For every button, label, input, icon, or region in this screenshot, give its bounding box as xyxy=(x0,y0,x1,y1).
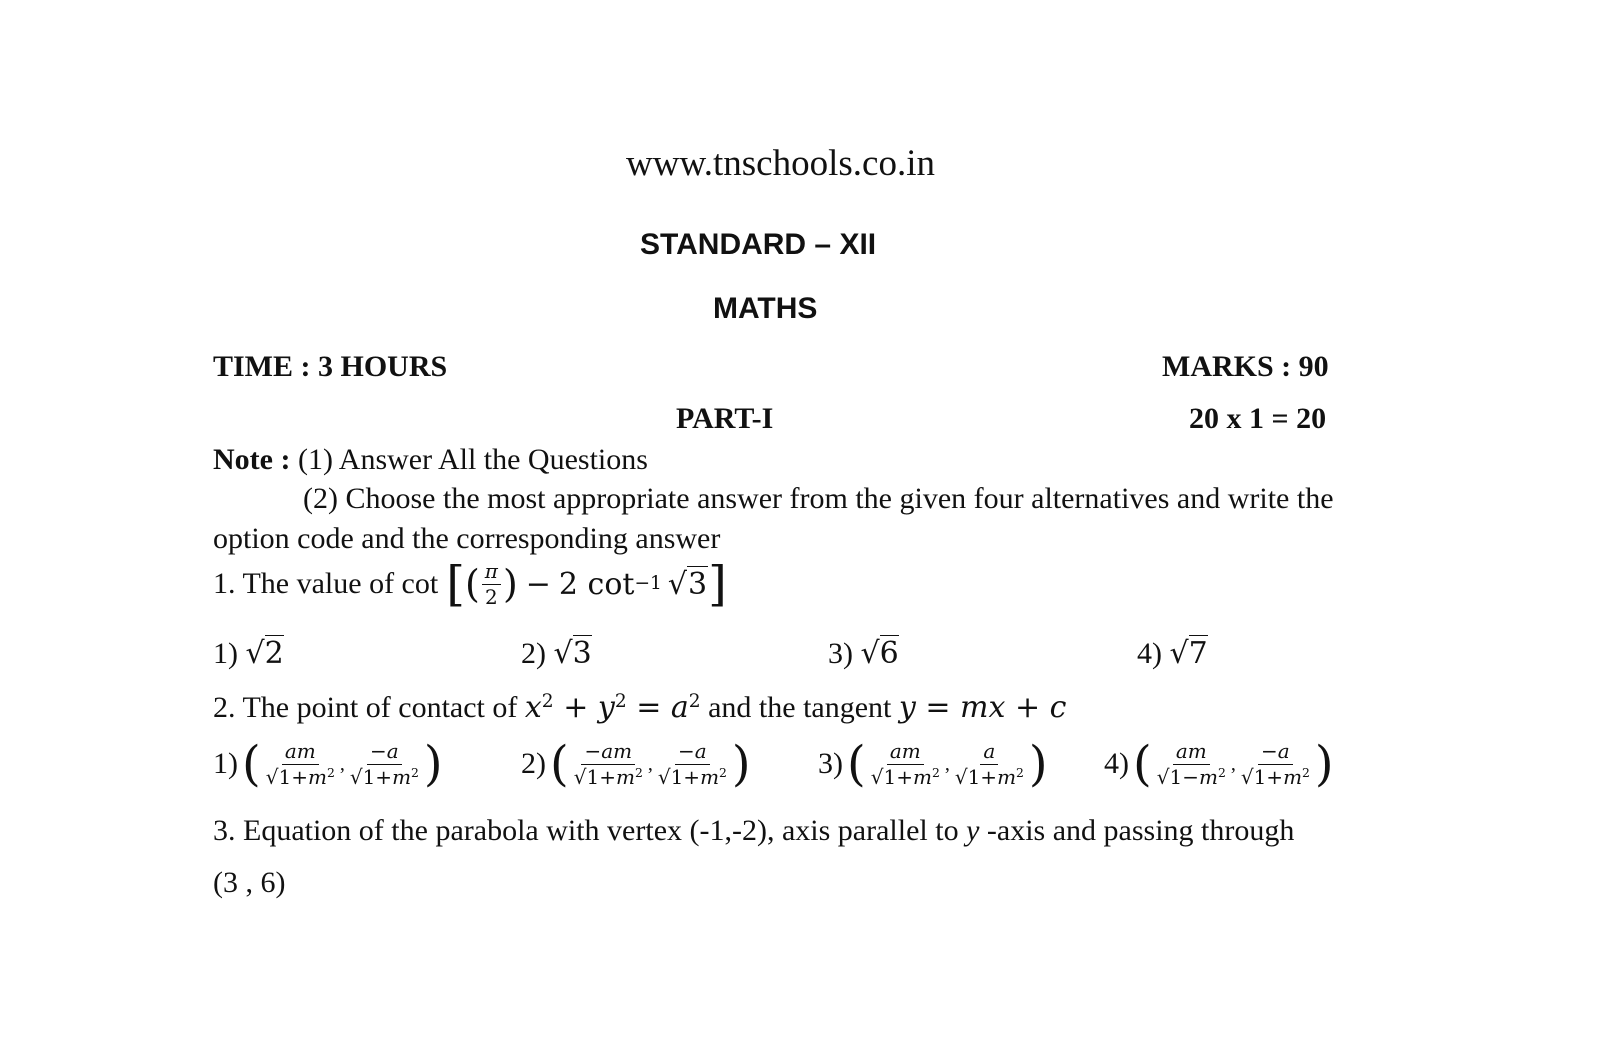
question-1-stem: 1. The value of cot xyxy=(213,567,439,600)
part-marks: 20 x 1 = 20 xyxy=(1189,402,1327,435)
question-1-option-4: 4) √7 xyxy=(1137,636,1208,671)
note-item-2: (2) Choose the most appropriate answer from the given four alternatives and write the xyxy=(303,482,1334,515)
question-1-option-2: 2) √3 xyxy=(521,636,592,671)
question-1-option-1: 1) √2 xyxy=(213,636,284,671)
note-label: Note : xyxy=(213,443,291,476)
question-2 xyxy=(213,690,1066,725)
question-2-tangent-equation: y = mx + c xyxy=(898,690,1067,725)
question-2-option-4: 4) ( $\frac{am}{√1-m^2}$ , $\frac{-a}{√1+m^2}$ ) xyxy=(1104,736,1334,792)
question-2-option-3: 3) ( $\frac{am}{√1+m^2}$ , $\frac{a}{√1+m^2}$ ) xyxy=(818,736,1048,792)
question-2-option-2: 2) ( $\frac{-am}{√1+m^2}$ , $\frac{-a}{√1+m^2}$ ) xyxy=(521,736,751,792)
time-label: TIME : 3 HOURS xyxy=(213,350,448,383)
note-item-2-continued: option code and the corresponding answer xyxy=(213,522,721,555)
question-1 xyxy=(213,556,727,612)
note-line-1 xyxy=(213,443,648,477)
question-3-stem-end: -axis and passing through xyxy=(986,814,1295,847)
question-3-variable: y xyxy=(966,814,980,847)
standard-heading: STANDARD – XII xyxy=(640,228,877,261)
marks-label: MARKS : 90 xyxy=(1162,350,1329,383)
question-2-circle-equation: $x^2 + y^2 = a^2$ xyxy=(524,690,701,725)
website-url: www.tnschools.co.in xyxy=(626,143,935,184)
question-3-point: (3 , 6) xyxy=(213,866,286,899)
question-1-expression: [ ( $\frac{\pi}{2}$ ) − 2 cot −1 √3 ] xyxy=(446,556,727,612)
question-1-option-3: 3) √6 xyxy=(828,636,899,671)
note-item-1: (1) Answer All the Questions xyxy=(297,443,648,476)
question-3 xyxy=(213,814,1294,848)
question-3-stem: 3. Equation of the parabola with vertex (-1,-2), axis parallel to xyxy=(213,814,959,847)
question-2-option-1: 1) ( $\frac{am}{√1+m^2}$ , $\frac{-a}{√1+m^2}$ ) xyxy=(213,736,443,792)
question-2-stem: 2. The point of contact of xyxy=(213,691,518,724)
subject-heading: MATHS xyxy=(713,292,818,325)
part-heading: PART-I xyxy=(676,402,774,435)
question-2-stem-mid: and the tangent xyxy=(708,691,892,724)
